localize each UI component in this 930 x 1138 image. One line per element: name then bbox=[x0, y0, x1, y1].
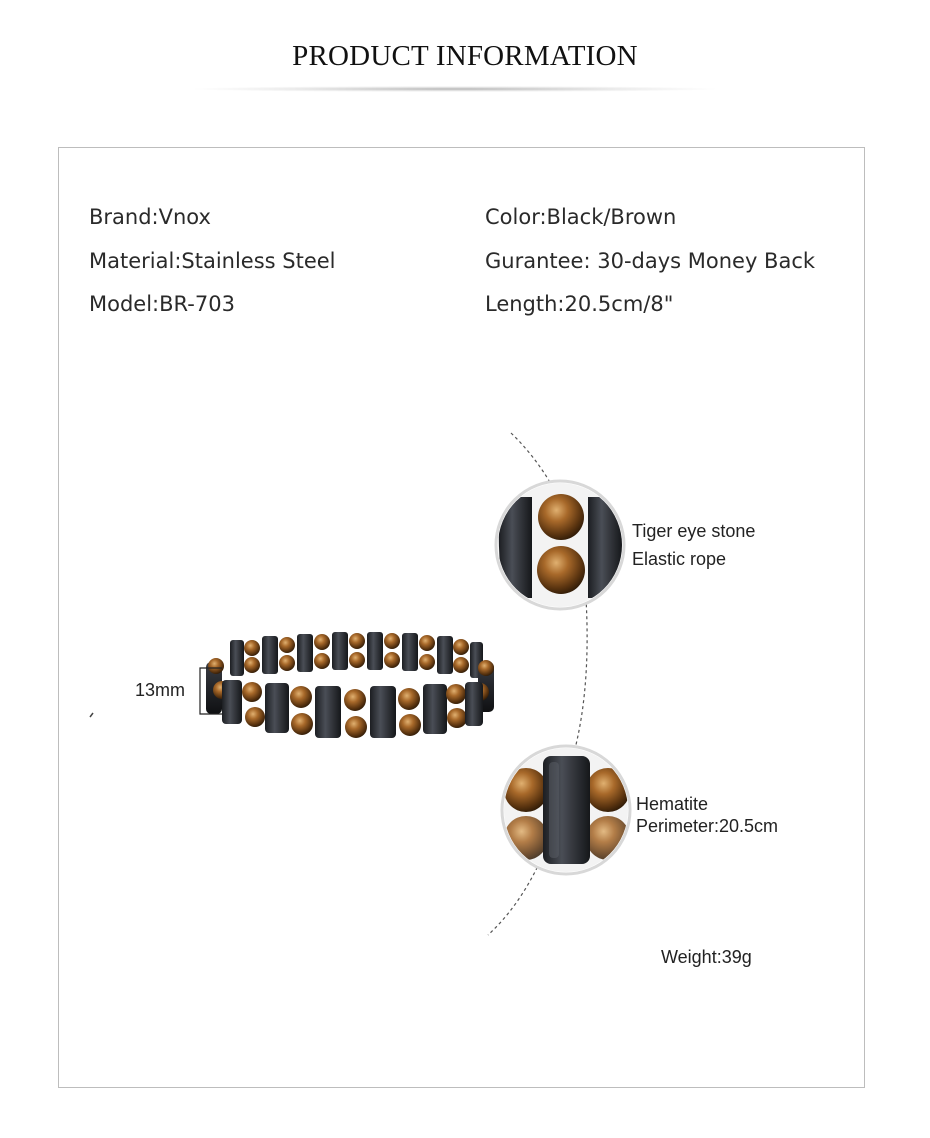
weight-label: Weight:39g bbox=[661, 947, 752, 967]
bead-string-label: Elastic rope bbox=[632, 549, 727, 569]
spec-brand: Brand:Vnox bbox=[89, 205, 211, 229]
bead-closeup-image bbox=[496, 480, 626, 610]
bead-material-label: Tiger eye stone bbox=[632, 521, 756, 541]
spec-material: Material:Stainless Steel bbox=[89, 249, 336, 273]
header-title: PRODUCT INFORMATION bbox=[292, 40, 638, 72]
perimeter-label: Perimeter:20.5cm bbox=[636, 816, 779, 836]
width-label: 13mm bbox=[135, 680, 186, 700]
link-material-label: Hematite bbox=[636, 794, 709, 814]
spec-color: Color:Black/Brown bbox=[485, 205, 677, 229]
spec-guarantee: Gurantee: 30-days Money Back bbox=[485, 249, 816, 273]
spec-length: Length:20.5cm/8" bbox=[485, 292, 674, 316]
hematite-closeup-image bbox=[502, 746, 632, 876]
spec-model: Model:BR-703 bbox=[89, 292, 235, 316]
